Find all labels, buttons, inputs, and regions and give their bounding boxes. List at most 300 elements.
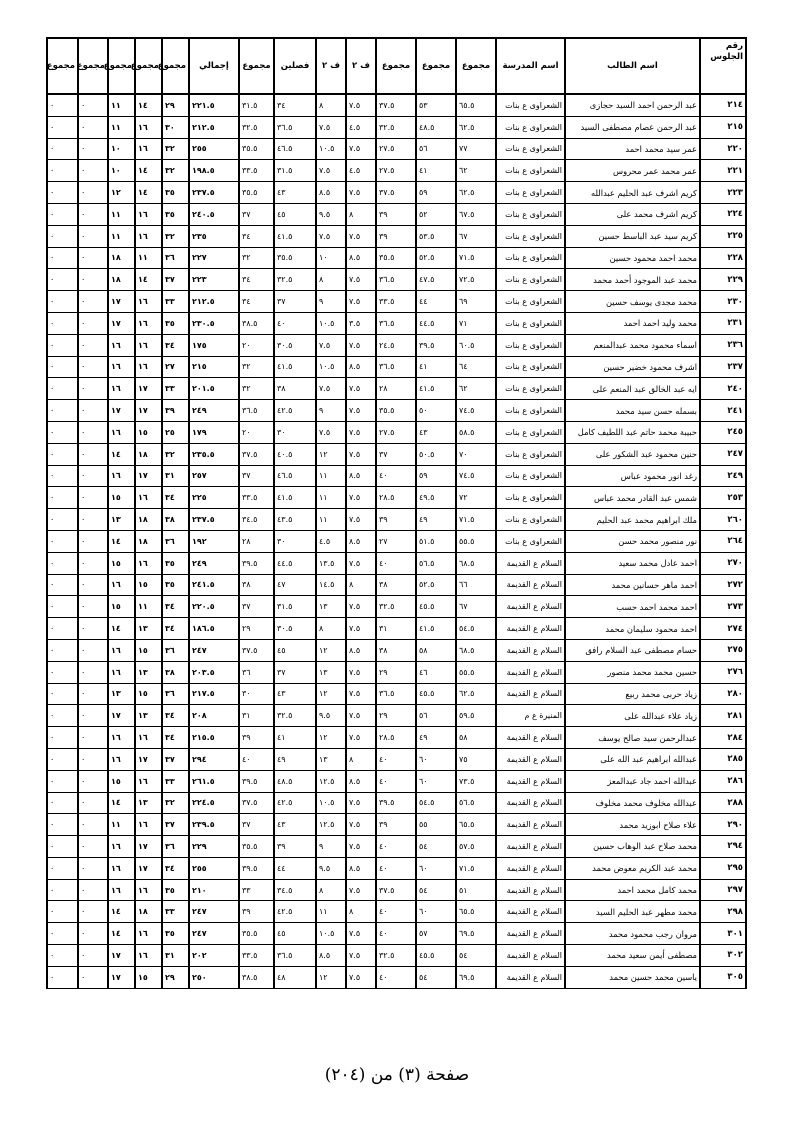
cell-school: السلام ع القديمة xyxy=(496,727,565,749)
header-row xyxy=(47,38,746,94)
cell-seat-no: ٢٤٧ xyxy=(700,443,746,465)
cell-school: السلام ع القديمة xyxy=(496,596,565,618)
cell-total-9: ٠ xyxy=(47,923,78,945)
cell-total-7: ١٦ xyxy=(108,857,135,879)
table-row xyxy=(47,836,746,858)
table-row xyxy=(47,661,746,683)
cell-total-4: ٣٣.٥ xyxy=(239,945,274,967)
cell-total-6: ١٧ xyxy=(135,378,162,400)
cell-total-7: ١٣ xyxy=(108,509,135,531)
cell-total-7: ١٦ xyxy=(108,748,135,770)
cell-student-name: محمد عبد الموجود أحمد محمد xyxy=(565,269,700,291)
cell-total-4: ٤٠ xyxy=(239,748,274,770)
table-row xyxy=(47,552,746,574)
cell-term2-a: ٨.٥ xyxy=(346,639,376,661)
cell-total-7: ١٦ xyxy=(108,334,135,356)
cell-total-8: ٠ xyxy=(78,509,108,531)
cell-grand-total: ٢٠٢ xyxy=(189,945,239,967)
table-row xyxy=(47,530,746,552)
cell-grand-total: ٢٢٥ xyxy=(189,487,239,509)
table-row xyxy=(47,421,746,443)
cell-student-name: محمد مجدى يوسف حسين xyxy=(565,291,700,313)
cell-total-6: ١٦ xyxy=(135,727,162,749)
cell-total-9: ٠ xyxy=(47,138,78,160)
cell-total-5: ٢٩ xyxy=(162,94,189,116)
cell-total-4: ٣٥.٥ xyxy=(239,182,274,204)
cell-total-4: ٣٨.٥ xyxy=(239,966,274,988)
cell-total-8: ٠ xyxy=(78,596,108,618)
cell-school: الشعراوى ع بنات xyxy=(496,269,565,291)
cell-student-name: كريم اشرف محمد على xyxy=(565,203,700,225)
cell-term2-a: ٧.٥ xyxy=(346,334,376,356)
cell-school: الشعراوى ع بنات xyxy=(496,487,565,509)
cell-total-9: ٠ xyxy=(47,945,78,967)
cell-school: السلام ع القديمة xyxy=(496,836,565,858)
cell-total-2: ٥٥ xyxy=(416,814,456,836)
header-seat-no: رقم الجلوس xyxy=(700,38,746,94)
cell-total-6: ١٧ xyxy=(135,857,162,879)
cell-total-6: ١٤ xyxy=(135,160,162,182)
cell-total-9: ٠ xyxy=(47,530,78,552)
cell-total-2: ٦٠ xyxy=(416,857,456,879)
cell-school: السلام ع القديمة xyxy=(496,966,565,988)
cell-total-4: ٣٥.٥ xyxy=(239,138,274,160)
cell-total-6: ١٦ xyxy=(135,814,162,836)
cell-total-1: ٧٤.٥ xyxy=(456,465,496,487)
table-row xyxy=(47,225,746,247)
table-row xyxy=(47,792,746,814)
cell-total-3: ٣١ xyxy=(376,618,416,640)
cell-total-4: ٣٨.٥ xyxy=(239,312,274,334)
cell-term2-b: ١٠.٥ xyxy=(316,356,346,378)
cell-student-name: محمد مطهر عبد الحليم السيد xyxy=(565,901,700,923)
cell-total-3: ٢٨.٥ xyxy=(376,487,416,509)
cell-total-6: ١٧ xyxy=(135,836,162,858)
cell-total-6: ١٨ xyxy=(135,509,162,531)
cell-term2-b: ٤.٥ xyxy=(316,530,346,552)
cell-total-4: ٣٩ xyxy=(239,901,274,923)
page-number-footer: صفحة (٣) من (٢٠٤) xyxy=(324,1065,470,1085)
cell-grand-total: ٢٠١.٥ xyxy=(189,378,239,400)
cell-total-8: ٠ xyxy=(78,836,108,858)
cell-student-name: حنين محمود عبد الشكور على xyxy=(565,443,700,465)
cell-student-name: عبدالله احمد جاد عبدالمعز xyxy=(565,770,700,792)
cell-total-1: ٦٢ xyxy=(456,160,496,182)
cell-total-7: ١١ xyxy=(108,225,135,247)
cell-school: الشعراوى ع بنات xyxy=(496,509,565,531)
cell-grand-total: ٢٤١.٥ xyxy=(189,574,239,596)
cell-total-3: ٣٦.٥ xyxy=(376,683,416,705)
cell-term2-b: ٩ xyxy=(316,291,346,313)
cell-total-4: ٣٧ xyxy=(239,203,274,225)
cell-school: السلام ع القديمة xyxy=(496,661,565,683)
cell-seat-no: ٢٤٠ xyxy=(700,378,746,400)
cell-total-9: ٠ xyxy=(47,661,78,683)
cell-total-7: ١٤ xyxy=(108,443,135,465)
cell-total-3: ٣٩.٥ xyxy=(376,792,416,814)
header-total-7: مجموع xyxy=(108,38,135,94)
cell-total-3: ٢٧ xyxy=(376,530,416,552)
cell-total-5: ٣٦ xyxy=(162,836,189,858)
cell-total-7: ١٦ xyxy=(108,879,135,901)
cell-total-1: ٧٠ xyxy=(456,443,496,465)
cell-two-terms: ٤٥ xyxy=(274,639,316,661)
cell-student-name: اسماء محمود محمد عبدالمنعم xyxy=(565,334,700,356)
cell-grand-total: ٢٥٥ xyxy=(189,138,239,160)
cell-total-7: ١٦ xyxy=(108,836,135,858)
cell-grand-total: ٢٥٥ xyxy=(189,857,239,879)
cell-total-7: ١٥ xyxy=(108,770,135,792)
cell-total-3: ٣٩ xyxy=(376,509,416,531)
cell-total-8: ٠ xyxy=(78,138,108,160)
cell-total-9: ٠ xyxy=(47,792,78,814)
cell-total-7: ١٥ xyxy=(108,487,135,509)
cell-total-2: ٤٥.٥ xyxy=(416,683,456,705)
cell-two-terms: ٤١ xyxy=(274,727,316,749)
cell-total-8: ٠ xyxy=(78,792,108,814)
cell-total-5: ٢٧ xyxy=(162,356,189,378)
cell-total-5: ٣٨ xyxy=(162,509,189,531)
header-total-8: مجموع xyxy=(78,38,108,94)
cell-total-1: ٦٢.٥ xyxy=(456,683,496,705)
cell-total-6: ١٦ xyxy=(135,138,162,160)
cell-total-9: ٠ xyxy=(47,378,78,400)
cell-total-3: ٢٧.٥ xyxy=(376,138,416,160)
cell-term2-a: ٧.٥ xyxy=(346,836,376,858)
cell-two-terms: ٣٥.٥ xyxy=(274,247,316,269)
cell-total-6: ١٨ xyxy=(135,530,162,552)
cell-total-7: ١٥ xyxy=(108,552,135,574)
cell-student-name: محمد احمد محمود حسين xyxy=(565,247,700,269)
cell-total-1: ٥٩.٥ xyxy=(456,705,496,727)
cell-total-2: ٤١.٥ xyxy=(416,378,456,400)
cell-term2-b: ١٠.٥ xyxy=(316,792,346,814)
cell-total-2: ٥٤ xyxy=(416,836,456,858)
cell-total-5: ٣٧ xyxy=(162,269,189,291)
table-row xyxy=(47,203,746,225)
cell-grand-total: ٢٢١.٥ xyxy=(189,94,239,116)
cell-term2-b: ٩.٥ xyxy=(316,857,346,879)
cell-total-6: ١٤ xyxy=(135,94,162,116)
cell-term2-b: ١٤.٥ xyxy=(316,574,346,596)
cell-two-terms: ٣٠.٥ xyxy=(274,618,316,640)
cell-total-9: ٠ xyxy=(47,639,78,661)
cell-school: السلام ع القديمة xyxy=(496,748,565,770)
header-total-6: مجموع xyxy=(135,38,162,94)
cell-total-2: ٤٥.٥ xyxy=(416,596,456,618)
cell-grand-total: ٢٤٧ xyxy=(189,639,239,661)
cell-total-9: ٠ xyxy=(47,552,78,574)
cell-seat-no: ٢٩٥ xyxy=(700,857,746,879)
table-row xyxy=(47,94,746,116)
cell-total-7: ١٦ xyxy=(108,727,135,749)
cell-term2-a: ٧.٥ xyxy=(346,923,376,945)
cell-total-3: ٣٧ xyxy=(376,443,416,465)
cell-total-7: ١٦ xyxy=(108,661,135,683)
cell-total-8: ٠ xyxy=(78,116,108,138)
cell-total-9: ٠ xyxy=(47,879,78,901)
cell-total-6: ١١ xyxy=(135,247,162,269)
cell-term2-a: ٧.٥ xyxy=(346,618,376,640)
cell-total-7: ١٠ xyxy=(108,160,135,182)
cell-two-terms: ٣٦.٥ xyxy=(274,116,316,138)
cell-student-name: بسمله حسن سيد محمد xyxy=(565,400,700,422)
cell-total-8: ٠ xyxy=(78,203,108,225)
cell-total-4: ٢٠ xyxy=(239,334,274,356)
cell-school: السلام ع القديمة xyxy=(496,923,565,945)
cell-total-9: ٠ xyxy=(47,421,78,443)
cell-total-6: ١٦ xyxy=(135,203,162,225)
cell-seat-no: ٢٨٠ xyxy=(700,683,746,705)
cell-total-4: ٣٧.٥ xyxy=(239,639,274,661)
cell-term2-a: ٧.٥ xyxy=(346,421,376,443)
cell-seat-no: ٢٩٠ xyxy=(700,814,746,836)
cell-total-4: ٣٤ xyxy=(239,291,274,313)
cell-total-5: ٣٧ xyxy=(162,748,189,770)
cell-total-4: ٣٥.٥ xyxy=(239,923,274,945)
cell-student-name: محمد عبد الكريم معوض محمد xyxy=(565,857,700,879)
cell-seat-no: ٢٤٥ xyxy=(700,421,746,443)
cell-total-9: ٠ xyxy=(47,574,78,596)
cell-total-3: ٤٠ xyxy=(376,857,416,879)
cell-seat-no: ٢٥٣ xyxy=(700,487,746,509)
cell-school: الشعراوى ع بنات xyxy=(496,530,565,552)
cell-total-4: ٣٣.٥ xyxy=(239,487,274,509)
cell-term2-a: ٧.٥ xyxy=(346,814,376,836)
cell-grand-total: ٢٣٠.٥ xyxy=(189,312,239,334)
cell-seat-no: ٢٢٥ xyxy=(700,225,746,247)
cell-term2-a: ٨ xyxy=(346,203,376,225)
cell-term2-b: ١٢.٥ xyxy=(316,770,346,792)
cell-total-8: ٠ xyxy=(78,705,108,727)
cell-total-9: ٠ xyxy=(47,443,78,465)
cell-total-3: ٢٨.٥ xyxy=(376,727,416,749)
cell-grand-total: ٢٣٥ xyxy=(189,225,239,247)
cell-total-6: ١٧ xyxy=(135,400,162,422)
cell-total-6: ١١ xyxy=(135,596,162,618)
cell-term2-a: ٧.٥ xyxy=(346,705,376,727)
table-row xyxy=(47,705,746,727)
cell-total-8: ٠ xyxy=(78,748,108,770)
cell-school: الشعراوى ع بنات xyxy=(496,421,565,443)
cell-term2-a: ٧.٥ xyxy=(346,661,376,683)
cell-total-1: ٧١.٥ xyxy=(456,509,496,531)
cell-total-4: ٣٧.٥ xyxy=(239,792,274,814)
cell-student-name: كريم سيد عبد الباسط حسين xyxy=(565,225,700,247)
cell-grand-total: ٢٥٧ xyxy=(189,465,239,487)
cell-term2-b: ١٣ xyxy=(316,748,346,770)
cell-term2-b: ١٢ xyxy=(316,727,346,749)
cell-total-4: ٣٢ xyxy=(239,356,274,378)
cell-term2-b: ١٢.٥ xyxy=(316,814,346,836)
table-row xyxy=(47,574,746,596)
cell-term2-b: ٨.٥ xyxy=(316,182,346,204)
cell-two-terms: ٤٨ xyxy=(274,966,316,988)
cell-total-3: ٣٨ xyxy=(376,574,416,596)
cell-term2-b: ١٣ xyxy=(316,596,346,618)
cell-total-2: ٤٤.٥ xyxy=(416,312,456,334)
cell-grand-total: ٢٣٧.٥ xyxy=(189,509,239,531)
cell-seat-no: ٢٢٣ xyxy=(700,182,746,204)
cell-school: السلام ع القديمة xyxy=(496,814,565,836)
cell-term2-b: ١٢ xyxy=(316,966,346,988)
cell-student-name: محمد وليد احمد احمد xyxy=(565,312,700,334)
cell-total-5: ٣١ xyxy=(162,945,189,967)
cell-total-1: ٥٨ xyxy=(456,727,496,749)
cell-term2-a: ٧.٥ xyxy=(346,727,376,749)
cell-total-3: ٢٩ xyxy=(376,705,416,727)
cell-term2-b: ١١ xyxy=(316,465,346,487)
cell-term2-b: ٧.٥ xyxy=(316,160,346,182)
cell-two-terms: ٣٤.٥ xyxy=(274,879,316,901)
cell-total-5: ٣٤ xyxy=(162,334,189,356)
header-total-2: مجموع xyxy=(416,38,456,94)
cell-total-4: ٣٩.٥ xyxy=(239,857,274,879)
cell-school: السلام ع القديمة xyxy=(496,618,565,640)
cell-seat-no: ٢٧٢ xyxy=(700,574,746,596)
cell-two-terms: ٣٢.٥ xyxy=(274,269,316,291)
cell-total-1: ٧٥ xyxy=(456,748,496,770)
cell-school: السلام ع القديمة xyxy=(496,639,565,661)
cell-total-5: ٣٣ xyxy=(162,291,189,313)
results-sheet xyxy=(46,37,745,989)
cell-total-5: ٣٧ xyxy=(162,814,189,836)
cell-total-7: ١٧ xyxy=(108,312,135,334)
cell-two-terms: ٣٠.٥ xyxy=(274,334,316,356)
cell-grand-total: ٢٤٧ xyxy=(189,901,239,923)
cell-total-2: ٤٩.٥ xyxy=(416,487,456,509)
cell-school: الشعراوى ع بنات xyxy=(496,443,565,465)
cell-total-1: ٦٩.٥ xyxy=(456,923,496,945)
cell-total-4: ٣٣.٥ xyxy=(239,160,274,182)
cell-grand-total: ٢٢٩ xyxy=(189,836,239,858)
cell-grand-total: ٢٢٤.٥ xyxy=(189,792,239,814)
cell-total-5: ٣٦ xyxy=(162,247,189,269)
cell-student-name: احمد محمود سليمان محمد xyxy=(565,618,700,640)
cell-school: السلام ع القديمة xyxy=(496,945,565,967)
cell-school: الشعراوى ع بنات xyxy=(496,356,565,378)
cell-total-1: ٦٩.٥ xyxy=(456,966,496,988)
cell-two-terms: ٣٠ xyxy=(274,530,316,552)
cell-total-6: ١٧ xyxy=(135,465,162,487)
cell-total-4: ٢٨ xyxy=(239,530,274,552)
cell-two-terms: ٤٤ xyxy=(274,857,316,879)
cell-total-8: ٠ xyxy=(78,879,108,901)
cell-total-3: ٣٧.٥ xyxy=(376,94,416,116)
cell-total-7: ١٧ xyxy=(108,291,135,313)
cell-total-2: ٤٣ xyxy=(416,421,456,443)
cell-student-name: عبدالرحمن سيد صالح يوسف xyxy=(565,727,700,749)
cell-total-2: ٥٤.٥ xyxy=(416,792,456,814)
cell-total-3: ٤٠ xyxy=(376,966,416,988)
cell-total-7: ١٦ xyxy=(108,421,135,443)
cell-total-1: ٧١.٥ xyxy=(456,857,496,879)
cell-total-6: ١٦ xyxy=(135,312,162,334)
cell-term2-a: ٨.٥ xyxy=(346,465,376,487)
cell-total-6: ١٤ xyxy=(135,182,162,204)
table-row xyxy=(47,901,746,923)
cell-grand-total: ٢١٢.٥ xyxy=(189,116,239,138)
cell-total-5: ٣٨ xyxy=(162,661,189,683)
cell-grand-total: ٢٩٤ xyxy=(189,748,239,770)
cell-two-terms: ٤٩ xyxy=(274,748,316,770)
cell-total-8: ٠ xyxy=(78,400,108,422)
cell-seat-no: ٢١٥ xyxy=(700,116,746,138)
cell-term2-b: ١١ xyxy=(316,901,346,923)
cell-total-9: ٠ xyxy=(47,966,78,988)
cell-total-1: ٦٥.٥ xyxy=(456,94,496,116)
cell-total-4: ٣٦ xyxy=(239,661,274,683)
table-row xyxy=(47,770,746,792)
cell-total-1: ٥٧.٥ xyxy=(456,836,496,858)
cell-school: السلام ع القديمة xyxy=(496,683,565,705)
cell-term2-b: ٧.٥ xyxy=(316,421,346,443)
cell-seat-no: ٢٨٦ xyxy=(700,770,746,792)
table-row xyxy=(47,334,746,356)
cell-total-8: ٠ xyxy=(78,94,108,116)
cell-total-9: ٠ xyxy=(47,748,78,770)
cell-total-4: ٣٤.٥ xyxy=(239,509,274,531)
cell-total-4: ٣٤ xyxy=(239,225,274,247)
cell-term2-a: ٧.٥ xyxy=(346,552,376,574)
cell-total-7: ١٦ xyxy=(108,378,135,400)
cell-total-6: ١٣ xyxy=(135,661,162,683)
cell-total-2: ٥٧ xyxy=(416,923,456,945)
table-row xyxy=(47,683,746,705)
cell-student-name: حبيبة محمد حاتم عبد اللطيف كامل xyxy=(565,421,700,443)
cell-term2-b: ٨ xyxy=(316,879,346,901)
cell-total-3: ٣٢.٥ xyxy=(376,116,416,138)
cell-grand-total: ٢١٥ xyxy=(189,356,239,378)
cell-grand-total: ١٧٥ xyxy=(189,334,239,356)
cell-student-name: شمس عبد القادر محمد عباس xyxy=(565,487,700,509)
cell-total-6: ١٥ xyxy=(135,574,162,596)
cell-two-terms: ٤٠ xyxy=(274,312,316,334)
cell-term2-a: ٧.٥ xyxy=(346,378,376,400)
cell-total-8: ٠ xyxy=(78,966,108,988)
cell-total-4: ٣٤ xyxy=(239,269,274,291)
cell-total-2: ٤١ xyxy=(416,160,456,182)
cell-student-name: نور منصور محمد حسن xyxy=(565,530,700,552)
cell-total-6: ١٦ xyxy=(135,225,162,247)
cell-total-5: ٣٢ xyxy=(162,225,189,247)
cell-total-1: ٧١ xyxy=(456,312,496,334)
cell-total-1: ٦٧.٥ xyxy=(456,203,496,225)
cell-total-8: ٠ xyxy=(78,443,108,465)
cell-term2-b: ١١ xyxy=(316,487,346,509)
table-row xyxy=(47,116,746,138)
cell-total-2: ٥٦.٥ xyxy=(416,552,456,574)
cell-term2-a: ٨.٥ xyxy=(346,530,376,552)
table-body xyxy=(47,94,746,988)
cell-total-7: ١٠ xyxy=(108,138,135,160)
header-term2-a: ف ٢ xyxy=(346,38,376,94)
table-row xyxy=(47,443,746,465)
cell-total-3: ٤٠ xyxy=(376,836,416,858)
cell-total-4: ٣٥.٥ xyxy=(239,836,274,858)
cell-grand-total: ٢٠٣.٥ xyxy=(189,661,239,683)
cell-total-5: ٣٢ xyxy=(162,138,189,160)
cell-total-3: ٣٧.٥ xyxy=(376,879,416,901)
cell-total-3: ٣٨ xyxy=(376,639,416,661)
cell-total-2: ٤٩ xyxy=(416,509,456,531)
cell-total-2: ٥٣.٥ xyxy=(416,225,456,247)
cell-total-4: ٢٩ xyxy=(239,618,274,640)
cell-total-5: ٣٣ xyxy=(162,901,189,923)
cell-total-7: ١١ xyxy=(108,814,135,836)
cell-grand-total: ٢٤٧ xyxy=(189,923,239,945)
cell-total-2: ٤١ xyxy=(416,356,456,378)
